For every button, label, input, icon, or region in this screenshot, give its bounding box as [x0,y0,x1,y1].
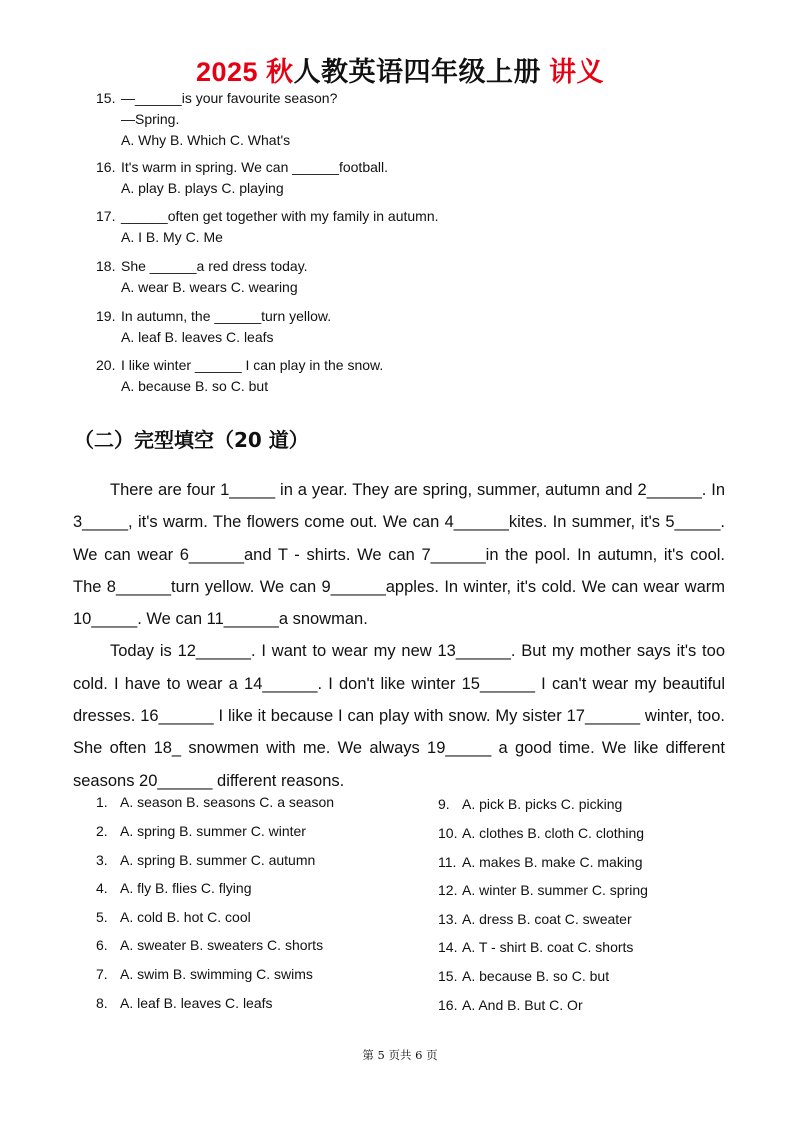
option-number: 10. [438,825,458,841]
option-text: A. spring B. summer C. winter [120,823,306,839]
question-number: 17. [96,208,116,224]
option-text: A. dress B. coat C. sweater [462,911,632,927]
option-row [438,823,644,843]
section-heading: （二）完型填空（20 道） [74,428,309,452]
option-row [438,794,622,814]
option-row [96,993,273,1013]
page-footer: 第 5 页共 6 页 [362,1048,438,1062]
option-number: 14. [438,939,458,955]
question-choices: A. play B. plays C. playing [121,180,284,196]
option-number: 15. [438,968,458,984]
option-text: A. sweater B. sweaters C. shorts [120,937,324,953]
option-text: A. season B. seasons C. a season [120,794,335,810]
option-number: 6. [96,937,108,953]
option-number: 7. [96,966,108,982]
title-suffix: 讲义 [549,57,605,87]
question-choices: A. because B. so C. but [121,378,269,394]
question-text: —Spring. [121,111,180,127]
question-number: 15. [96,90,116,106]
option-row [438,995,583,1015]
question-choices: A. wear B. wears C. wearing [121,279,298,295]
option-text: A. And B. But C. Or [462,997,583,1013]
page-title [0,50,800,89]
question-text: It's warm in spring. We can ______football. [121,159,388,175]
option-text: A. pick B. picks C. picking [462,796,623,812]
option-number: 9. [438,796,450,812]
question-16 [96,157,388,199]
option-row [438,880,648,900]
option-number: 13. [438,911,458,927]
option-text: A. winter B. summer C. spring [462,882,648,898]
option-row [96,964,313,984]
option-text: A. leaf B. leaves C. leafs [120,995,273,1011]
option-text: A. because B. so C. but [462,968,610,984]
option-row [96,878,251,898]
question-text: ______often get together with my family in autumn. [121,208,439,224]
question-choices: A. Why B. Which C. What's [121,132,291,148]
option-row [96,821,306,841]
option-number: 8. [96,995,108,1011]
cloze-passage [73,474,725,797]
option-row [438,937,633,957]
option-number: 11. [438,854,457,870]
option-text: A. cold B. hot C. cool [120,909,251,925]
passage-paragraph: Today is 12______. I want to wear my new 13______. But my mother says it's too cold. I have to wear a 14______. I don't like winter 15______ I can't wear my beautiful dresses. 16______ I like it because I can play with snow. My sister 17______ winter, too. She often 18_ snowmen with me. We always 19_____ a good time. We like different seasons 20______ different reasons. [73,642,725,790]
option-row [96,907,251,927]
option-number: 1. [96,794,108,810]
passage-paragraph: There are four 1_____ in a year. They are spring, summer, autumn and 2______. In 3_____, it's warm. The flowers come out. We can 4______kites. In summer, it's 5_____. We can wear 6______and T - shirts. We can 7______in the pool. In autumn, it's cool. The 8______turn yellow. We can 9______apples. In winter, it's cold. We can wear warm 10_____. We can 11______a snowman. [73,481,725,629]
question-choices: A. leaf B. leaves C. leafs [121,329,274,345]
option-row [438,852,643,872]
question-number: 19. [96,308,116,324]
option-text: A. fly B. flies C. flying [120,880,252,896]
option-number: 12. [438,882,458,898]
option-text: A. swim B. swimming C. swims [120,966,313,982]
question-text: In autumn, the ______turn yellow. [121,308,332,324]
title-main: 人教英语四年级上册 [293,57,542,87]
option-text: A. spring B. summer C. autumn [120,852,316,868]
option-text: A. clothes B. cloth C. clothing [462,825,645,841]
question-19 [96,306,331,348]
option-row [438,966,609,986]
question-choices: A. I B. My C. Me [121,229,223,245]
option-row [96,850,315,870]
option-row [96,935,323,955]
option-number: 16. [438,997,458,1013]
question-17 [96,206,439,248]
question-20 [96,355,383,397]
title-year: 2025 秋 [195,57,294,87]
option-row [438,909,632,929]
question-number: 16. [96,159,116,175]
option-text: A. T - shirt B. coat C. shorts [462,939,634,955]
question-text: She ______a red dress today. [121,258,308,274]
option-row [96,792,334,812]
question-15 [96,88,337,151]
option-number: 2. [96,823,108,839]
question-number: 20. [96,357,116,373]
question-number: 18. [96,258,116,274]
question-18 [96,256,308,298]
question-text: —______is your favourite season? [121,90,338,106]
question-text: I like winter ______ I can play in the snow. [121,357,384,373]
option-number: 3. [96,852,108,868]
option-number: 4. [96,880,108,896]
option-text: A. makes B. make C. making [462,854,643,870]
option-number: 5. [96,909,108,925]
